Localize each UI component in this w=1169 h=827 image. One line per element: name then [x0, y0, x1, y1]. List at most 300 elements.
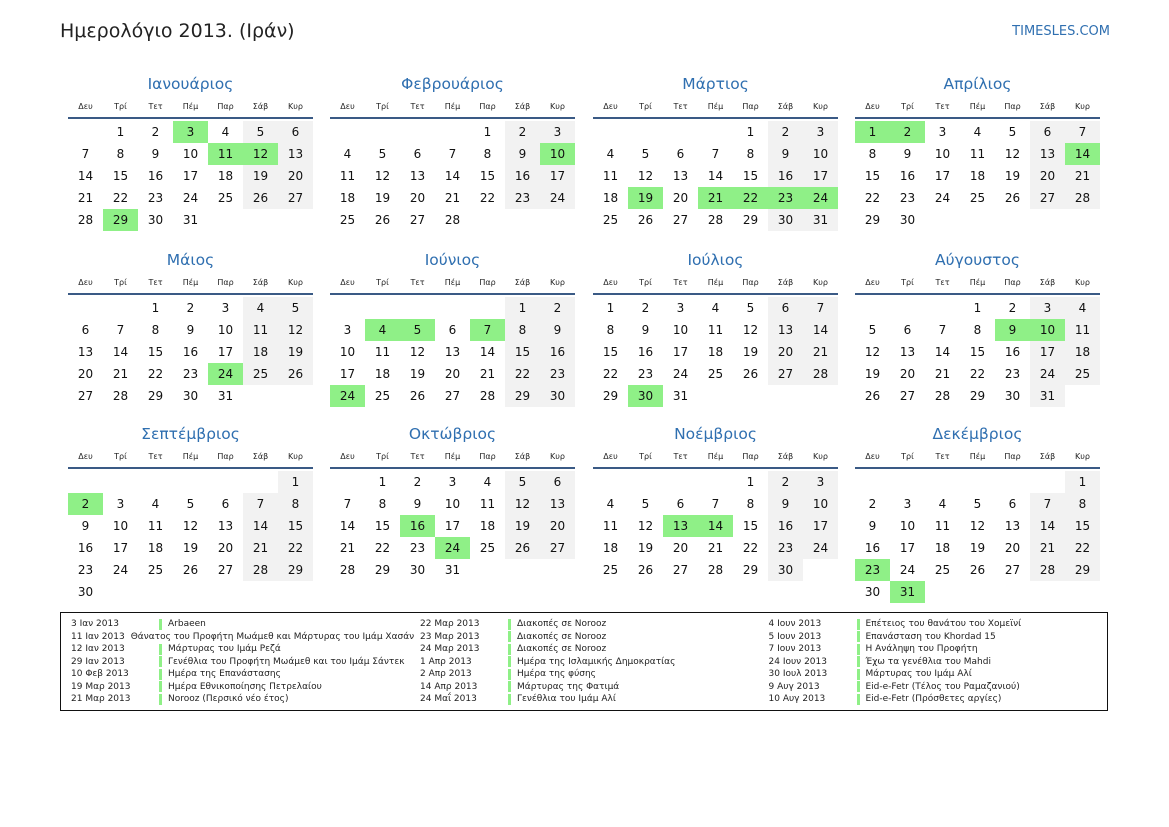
day-cell: 13	[1004, 519, 1021, 533]
weekday-label: Κυρ	[288, 102, 303, 111]
day-cell: 5	[378, 147, 387, 161]
weekday-label: Κυρ	[550, 452, 565, 461]
weekday-label: Πέμ	[969, 102, 986, 111]
day-cell: 22	[479, 191, 496, 205]
day-cell: 15	[479, 169, 496, 183]
day-cell: 26	[243, 187, 278, 209]
legend-column	[61, 613, 415, 710]
day-cell: 31	[672, 389, 689, 403]
holiday-marker	[857, 644, 860, 655]
day-cell: 10	[540, 143, 575, 165]
day-cell: 22	[374, 541, 391, 555]
legend-row	[759, 693, 1108, 706]
month-block	[855, 423, 1100, 603]
legend-row	[61, 656, 410, 669]
day-cell: 22	[969, 367, 986, 381]
day-cell: 5	[641, 497, 650, 511]
day-cell: 8	[483, 147, 492, 161]
day-cell: 2	[505, 121, 540, 143]
legend-row	[410, 681, 759, 694]
holiday-date: 29 Ιαν 2013	[71, 656, 125, 667]
day-cell: 18	[243, 341, 278, 363]
empty-cell	[435, 121, 470, 143]
day-cell: 7	[711, 497, 720, 511]
day-cell: 19	[409, 367, 426, 381]
day-cell: 27	[540, 537, 575, 559]
weekday-label: Πέμ	[444, 452, 461, 461]
legend-row	[61, 681, 410, 694]
day-cell: 2	[540, 297, 575, 319]
day-cell: 24	[112, 563, 129, 577]
weekday-label: Τρί	[114, 102, 127, 111]
weekday-label: Παρ	[742, 452, 759, 461]
day-cell: 26	[505, 537, 540, 559]
holiday-marker	[508, 631, 511, 642]
weekday-label: Τετ	[148, 278, 163, 287]
day-cell: 4	[243, 297, 278, 319]
month-block	[68, 73, 313, 231]
day-cell: 31	[182, 213, 199, 227]
day-cell: 28	[479, 389, 496, 403]
day-cell: 16	[540, 341, 575, 363]
empty-cell	[470, 297, 505, 319]
weekday-label: Τρί	[639, 102, 652, 111]
day-cell: 6	[221, 497, 230, 511]
day-cell: 14	[1065, 143, 1100, 165]
day-cell: 30	[864, 585, 881, 599]
day-cell: 18	[374, 367, 391, 381]
day-cell: 25	[217, 191, 234, 205]
weekday-label: Κυρ	[1075, 452, 1090, 461]
day-cell: 25	[602, 563, 619, 577]
empty-cell	[698, 121, 733, 143]
day-cell: 28	[243, 559, 278, 581]
holiday-date: 24 Ιουν 2013	[768, 656, 827, 667]
weekday-header	[68, 277, 313, 295]
day-cell: 26	[409, 389, 426, 403]
weekday-label: Δευ	[603, 278, 618, 287]
month-name: Ιούνιος	[424, 251, 481, 269]
holiday-marker	[508, 681, 511, 692]
day-cell: 1	[855, 121, 890, 143]
day-cell: 21	[339, 541, 356, 555]
holiday-date: 12 Ιαν 2013	[71, 644, 125, 655]
weekday-label: Τρί	[376, 102, 389, 111]
day-cell: 16	[768, 515, 803, 537]
holiday-date: 11 Ιαν 2013	[71, 631, 125, 642]
day-cell: 21	[112, 367, 129, 381]
weekday-label: Κυρ	[550, 278, 565, 287]
day-cell: 25	[339, 213, 356, 227]
day-cell: 23	[147, 191, 164, 205]
month-name: Δεκέμβριος	[932, 425, 1023, 443]
day-cell: 14	[243, 515, 278, 537]
day-cell: 13	[899, 345, 916, 359]
weekday-header	[593, 101, 838, 119]
holiday-date: 24 Μαρ 2013	[420, 644, 480, 655]
day-cell: 31	[803, 209, 838, 231]
day-cell: 20	[77, 367, 94, 381]
day-cell: 11	[969, 147, 986, 161]
day-cell: 27	[217, 563, 234, 577]
day-cell: 29	[1065, 559, 1100, 581]
day-cell: 1	[973, 301, 982, 315]
day-cell: 22	[1065, 537, 1100, 559]
day-cell: 5	[973, 497, 982, 511]
holiday-name: Ημέρα της φύσης	[517, 669, 596, 680]
weekday-header	[855, 101, 1100, 119]
empty-cell	[365, 297, 400, 319]
weekday-label: Παρ	[479, 452, 496, 461]
day-cell: 14	[803, 319, 838, 341]
weekday-label: Πέμ	[444, 102, 461, 111]
day-cell: 18	[934, 541, 951, 555]
day-cell: 27	[1030, 187, 1065, 209]
day-cell: 14	[77, 169, 94, 183]
day-cell: 20	[1004, 541, 1021, 555]
day-cell: 12	[637, 519, 654, 533]
weekday-label: Κυρ	[288, 452, 303, 461]
month-name: Αύγουστος	[935, 251, 1020, 269]
day-cell: 27	[77, 389, 94, 403]
weekday-label: Δευ	[340, 278, 355, 287]
holiday-name: Eid-e-Fetr (Τέλος του Ραμαζανιού)	[865, 681, 1020, 692]
weekday-label: Κυρ	[1075, 102, 1090, 111]
day-cell: 28	[1065, 187, 1100, 209]
holiday-name: Θάνατος του Προφήτη Μωάμεθ και Μάρτυρας του Ιμάμ Χασάν	[130, 631, 415, 642]
holiday-marker	[508, 656, 511, 667]
day-cell: 3	[116, 497, 125, 511]
day-cell: 18	[707, 345, 724, 359]
day-cell: 9	[641, 323, 650, 337]
day-cell: 18	[1065, 341, 1100, 363]
weekday-label: Πέμ	[707, 452, 724, 461]
weekday-label: Δευ	[78, 452, 93, 461]
day-cell: 24	[803, 537, 838, 559]
weekday-header	[593, 277, 838, 295]
legend-row	[61, 643, 410, 656]
day-cell: 8	[746, 147, 755, 161]
day-cell: 22	[742, 541, 759, 555]
weekday-label: Τετ	[673, 278, 688, 287]
legend-column	[759, 613, 1108, 710]
day-cell: 12	[969, 519, 986, 533]
holiday-name: Ημέρα της Επανάστασης	[168, 669, 281, 680]
day-cell: 28	[77, 213, 94, 227]
empty-cell	[593, 121, 628, 143]
day-cell: 13	[1030, 143, 1065, 165]
day-cell: 4	[1065, 297, 1100, 319]
legend-row	[759, 681, 1108, 694]
weekday-label: Τρί	[114, 278, 127, 287]
weekday-label: Πέμ	[182, 278, 199, 287]
holiday-date: 21 Μαρ 2013	[71, 694, 131, 705]
day-cell: 19	[243, 165, 278, 187]
day-cell: 1	[483, 125, 492, 139]
page-title: Ημερολόγιο 2013. (Ιράν)	[60, 20, 295, 42]
day-cell: 22	[147, 367, 164, 381]
holiday-date: 5 Ιουν 2013	[768, 631, 822, 642]
month-name: Απρίλιος	[943, 75, 1012, 93]
legend-row	[61, 668, 410, 681]
holiday-marker	[508, 644, 511, 655]
day-cell: 27	[672, 563, 689, 577]
weekday-label: Τετ	[673, 102, 688, 111]
day-cell: 26	[1004, 191, 1021, 205]
day-cell: 15	[1065, 515, 1100, 537]
day-cell: 11	[479, 497, 496, 511]
day-cell: 14	[444, 169, 461, 183]
day-cell: 30	[1004, 389, 1021, 403]
weekday-label: Παρ	[217, 452, 234, 461]
day-grid	[68, 471, 313, 603]
day-cell: 17	[339, 367, 356, 381]
day-cell: 5	[505, 471, 540, 493]
holiday-marker	[508, 694, 511, 705]
month-name: Μάρτιος	[682, 75, 749, 93]
day-grid	[593, 471, 838, 581]
empty-cell	[855, 471, 890, 493]
holiday-legend	[60, 612, 1108, 711]
day-cell: 7	[81, 147, 90, 161]
day-cell: 4	[365, 319, 400, 341]
weekday-label: Παρ	[217, 102, 234, 111]
day-cell: 8	[505, 319, 540, 341]
day-cell: 23	[182, 367, 199, 381]
day-cell: 20	[540, 515, 575, 537]
day-cell: 10	[672, 323, 689, 337]
day-cell: 2	[890, 121, 925, 143]
day-cell: 21	[479, 367, 496, 381]
day-cell: 16	[899, 169, 916, 183]
day-cell: 1	[505, 297, 540, 319]
day-cell: 7	[1065, 121, 1100, 143]
day-cell: 30	[628, 385, 663, 407]
day-cell: 2	[68, 493, 103, 515]
empty-cell	[138, 471, 173, 493]
holiday-date: 7 Ιουν 2013	[768, 644, 822, 655]
day-cell: 9	[186, 323, 195, 337]
day-cell: 19	[505, 515, 540, 537]
day-cell: 18	[969, 169, 986, 183]
day-cell: 15	[742, 169, 759, 183]
site-link[interactable]: TIMESLES.COM	[1012, 24, 1110, 39]
empty-cell	[890, 297, 925, 319]
day-cell: 19	[864, 367, 881, 381]
day-cell: 5	[243, 121, 278, 143]
day-cell: 6	[413, 147, 422, 161]
holiday-name: Επέτειος του θανάτου του Χομεϊνί	[865, 619, 1022, 630]
month-name: Ιανουάριος	[147, 75, 234, 93]
weekday-label: Πέμ	[707, 278, 724, 287]
day-cell: 6	[81, 323, 90, 337]
day-grid	[593, 121, 838, 231]
holiday-name: Επανάσταση του Khordad 15	[865, 631, 996, 642]
day-cell: 11	[243, 319, 278, 341]
day-cell: 8	[1065, 493, 1100, 515]
weekday-label: Κυρ	[1075, 278, 1090, 287]
day-cell: 16	[864, 541, 881, 555]
day-cell: 21	[803, 341, 838, 363]
day-cell: 17	[540, 165, 575, 187]
day-cell: 17	[182, 169, 199, 183]
holiday-name: Μάρτυρας της Φατιμά	[517, 681, 620, 692]
day-cell: 2	[768, 121, 803, 143]
legend-row	[410, 631, 759, 644]
month-name: Οκτώβριος	[408, 425, 497, 443]
day-cell: 24	[435, 537, 470, 559]
holiday-marker	[159, 669, 162, 680]
day-cell: 8	[746, 497, 755, 511]
day-cell: 22	[505, 363, 540, 385]
holiday-date: 4 Ιουν 2013	[768, 619, 822, 630]
weekday-label: Σάβ	[1039, 278, 1056, 287]
day-cell: 23	[409, 541, 426, 555]
day-grid	[855, 297, 1100, 407]
day-cell: 25	[374, 389, 391, 403]
day-cell: 9	[768, 143, 803, 165]
day-cell: 5	[641, 147, 650, 161]
day-cell: 21	[707, 541, 724, 555]
day-cell: 27	[899, 389, 916, 403]
empty-cell	[890, 471, 925, 493]
day-cell: 26	[742, 367, 759, 381]
weekday-label: Σάβ	[514, 102, 531, 111]
day-cell: 27	[409, 213, 426, 227]
empty-cell	[698, 471, 733, 493]
empty-cell	[365, 121, 400, 143]
day-cell: 24	[182, 191, 199, 205]
weekday-label: Τρί	[639, 452, 652, 461]
weekday-label: Παρ	[1004, 452, 1021, 461]
day-cell: 28	[707, 213, 724, 227]
day-cell: 14	[698, 515, 733, 537]
weekday-label: Κυρ	[550, 102, 565, 111]
day-cell: 14	[1030, 515, 1065, 537]
weekday-label: Παρ	[1004, 102, 1021, 111]
day-cell: 5	[868, 323, 877, 337]
day-cell: 23	[637, 367, 654, 381]
month-block	[855, 73, 1100, 231]
day-cell: 19	[278, 341, 313, 363]
empty-cell	[960, 471, 995, 493]
day-cell: 11	[934, 519, 951, 533]
day-cell: 4	[151, 497, 160, 511]
day-cell: 6	[1030, 121, 1065, 143]
day-cell: 8	[278, 493, 313, 515]
day-cell: 4	[221, 125, 230, 139]
holiday-date: 22 Μαρ 2013	[420, 619, 480, 630]
month-block	[330, 249, 575, 407]
day-cell: 25	[707, 367, 724, 381]
empty-cell	[103, 297, 138, 319]
day-cell: 19	[742, 345, 759, 359]
day-cell: 16	[505, 165, 540, 187]
day-cell: 7	[343, 497, 352, 511]
empty-cell	[435, 297, 470, 319]
day-cell: 11	[208, 143, 243, 165]
day-cell: 7	[1030, 493, 1065, 515]
holiday-name: Arbaeen	[168, 619, 206, 630]
day-cell: 26	[182, 563, 199, 577]
day-cell: 5	[1008, 125, 1017, 139]
day-cell: 12	[374, 169, 391, 183]
empty-cell	[330, 297, 365, 319]
day-cell: 27	[672, 213, 689, 227]
day-cell: 18	[217, 169, 234, 183]
day-cell: 4	[711, 301, 720, 315]
weekday-header	[855, 451, 1100, 469]
weekday-label: Δευ	[78, 278, 93, 287]
day-cell: 4	[938, 497, 947, 511]
empty-cell	[400, 121, 435, 143]
day-cell: 28	[707, 563, 724, 577]
day-cell: 31	[890, 581, 925, 603]
day-cell: 6	[903, 323, 912, 337]
day-cell: 19	[637, 541, 654, 555]
day-grid	[68, 297, 313, 407]
weekday-label: Σάβ	[252, 452, 269, 461]
day-cell: 17	[672, 345, 689, 359]
day-cell: 11	[707, 323, 724, 337]
day-cell: 29	[374, 563, 391, 577]
day-cell: 7	[803, 297, 838, 319]
empty-cell	[1030, 471, 1065, 493]
day-cell: 20	[672, 541, 689, 555]
day-cell: 9	[151, 147, 160, 161]
day-cell: 16	[1004, 345, 1021, 359]
day-cell: 31	[217, 389, 234, 403]
day-cell: 28	[444, 213, 461, 227]
day-cell: 13	[217, 519, 234, 533]
day-cell: 27	[278, 187, 313, 209]
day-cell: 17	[112, 541, 129, 555]
holiday-date: 24 Μαΐ 2013	[420, 694, 477, 705]
weekday-label: Παρ	[742, 278, 759, 287]
holiday-name: Ημέρα της Ισλαμικής Δημοκρατίας	[517, 656, 676, 667]
holiday-name: Διακοπές σε Norooz	[517, 619, 607, 630]
day-cell: 23	[899, 191, 916, 205]
legend-row	[410, 668, 759, 681]
day-cell: 29	[147, 389, 164, 403]
day-cell: 25	[602, 213, 619, 227]
day-cell: 28	[803, 363, 838, 385]
weekday-label: Τετ	[148, 452, 163, 461]
day-cell: 3	[221, 301, 230, 315]
day-cell: 6	[540, 471, 575, 493]
empty-cell	[855, 297, 890, 319]
day-cell: 19	[628, 187, 663, 209]
month-name: Ιούλιος	[687, 251, 744, 269]
day-cell: 7	[470, 319, 505, 341]
day-cell: 9	[540, 319, 575, 341]
day-cell: 3	[343, 323, 352, 337]
day-cell: 15	[147, 345, 164, 359]
holiday-marker	[857, 681, 860, 692]
day-cell: 4	[606, 147, 615, 161]
holiday-name: Η Ανάληψη του Προφήτη	[865, 644, 978, 655]
weekday-label: Σάβ	[1039, 452, 1056, 461]
month-block	[68, 249, 313, 407]
day-cell: 29	[864, 213, 881, 227]
weekday-label: Πέμ	[969, 278, 986, 287]
day-cell: 24	[540, 187, 575, 209]
day-cell: 1	[606, 301, 615, 315]
empty-cell	[925, 471, 960, 493]
legend-row	[410, 656, 759, 669]
holiday-name: Διακοπές σε Norooz	[517, 644, 607, 655]
empty-cell	[68, 121, 103, 143]
